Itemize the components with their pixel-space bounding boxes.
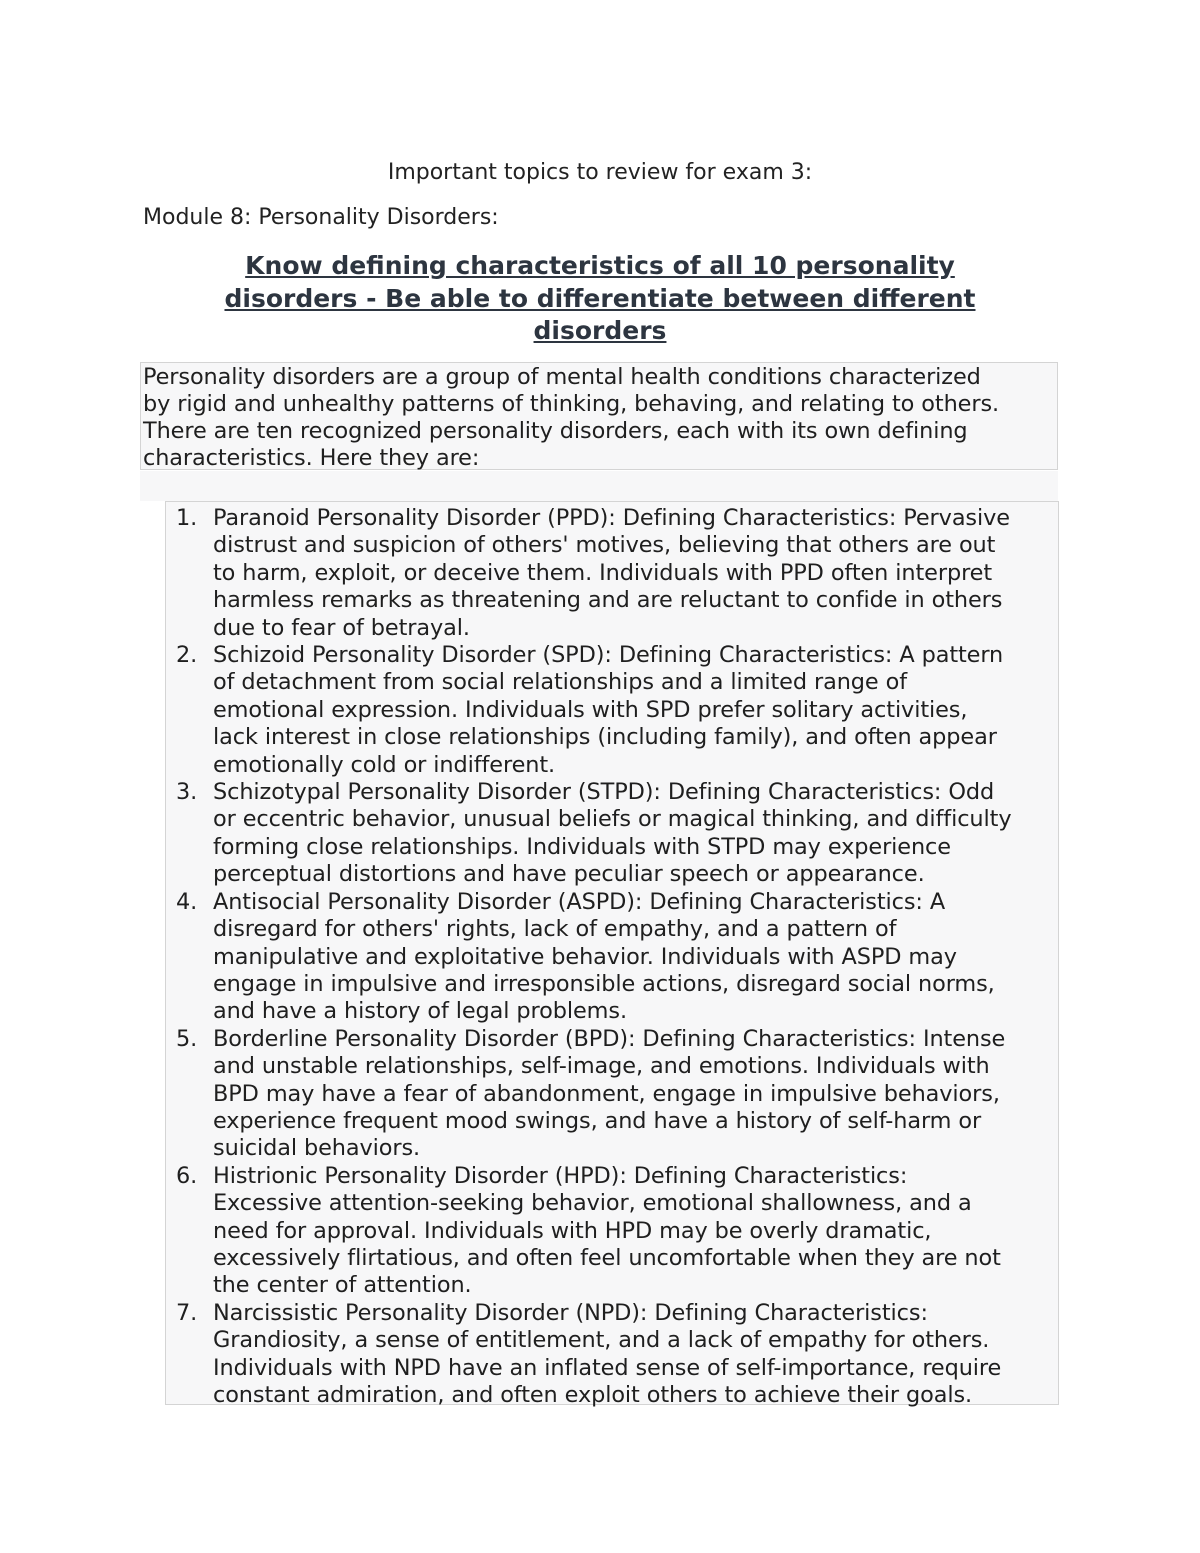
item-line: distrust and suspicion of others' motives, believing that others are out (213, 532, 996, 559)
item-line: manipulative and exploitative behavior. Individuals with ASPD may (213, 943, 957, 970)
item-line: BPD may have a fear of abandonment, engage in impulsive behaviors, (213, 1080, 1000, 1107)
item-line: engage in impulsive and irresponsible actions, disregard social norms, (213, 970, 995, 997)
item-line: lack interest in close relationships (including family), and often appear (213, 724, 997, 751)
disorder-list (166, 505, 1058, 1409)
intro-line: Personality disorders are a group of mental health conditions characterized (143, 364, 981, 390)
intro-line: characteristics. Here they are: (143, 445, 480, 471)
document-title: Important topics to review for exam 3: (387, 160, 813, 185)
block-spacer (140, 471, 1058, 501)
item-line: Excessive attention-seeking behavior, emotional shallowness, and a (213, 1190, 972, 1217)
item-line: experience frequent mood swings, and have a history of self-harm or (213, 1107, 982, 1134)
item-line: constant admiration, and often exploit others to achieve their goals. (213, 1382, 973, 1408)
list-item (166, 1026, 1058, 1163)
list-item (166, 1300, 1058, 1410)
list-number: 3. (176, 779, 198, 806)
list-item (166, 642, 1058, 779)
list-number: 2. (176, 642, 198, 669)
list-item (166, 1163, 1058, 1300)
task-heading-line: disorders (533, 316, 667, 345)
item-line: Individuals with NPD have an inflated sense of self-importance, require (213, 1354, 1002, 1381)
item-line: the center of attention. (213, 1272, 472, 1299)
module-heading: Module 8: Personality Disorders: (143, 205, 499, 230)
item-line: harmless remarks as threatening and are reluctant to confide in others (213, 587, 1003, 614)
item-line: and have a history of legal problems. (213, 998, 627, 1025)
item-line: suicidal behaviors. (213, 1135, 421, 1162)
item-line: emotionally cold or indifferent. (213, 751, 556, 778)
task-heading-line: Know defining characteristics of all 10 personality (245, 251, 955, 280)
disorder-list-box (165, 501, 1059, 1408)
item-line: to harm, exploit, or deceive them. Individuals with PPD often interpret (213, 559, 993, 586)
list-item (166, 779, 1058, 889)
list-item (166, 505, 1058, 642)
list-number: 5. (176, 1025, 198, 1052)
list-number: 7. (176, 1299, 198, 1326)
item-line: forming close relationships. Individuals with STPD may experience (213, 833, 951, 860)
item-line: emotional expression. Individuals with SPD prefer solitary activities, (213, 696, 968, 723)
item-line: disregard for others' rights, lack of empathy, and a pattern of (213, 916, 897, 943)
item-line: due to fear of betrayal. (213, 614, 470, 641)
item-line: Schizotypal Personality Disorder (STPD): Defining Characteristics: Odd (213, 779, 995, 806)
item-line: Antisocial Personality Disorder (ASPD): Defining Characteristics: A (213, 888, 946, 915)
item-line: need for approval. Individuals with HPD may be overly dramatic, (213, 1217, 932, 1244)
list-item (166, 889, 1058, 1026)
item-line: of detachment from social relationships and a limited range of (213, 669, 907, 696)
item-line: Schizoid Personality Disorder (SPD): Defining Characteristics: A pattern (213, 642, 1004, 669)
item-line: excessively flirtatious, and often feel uncomfortable when they are not (213, 1244, 1001, 1271)
task-heading-line: disorders - Be able to differentiate between different (224, 283, 976, 313)
item-line: and unstable relationships, self-image, and emotions. Individuals with (213, 1053, 990, 1080)
item-line: Paranoid Personality Disorder (PPD): Defining Characteristics: Pervasive (213, 505, 1010, 531)
item-line: Histrionic Personality Disorder (HPD): Defining Characteristics: (213, 1162, 908, 1189)
list-number: 1. (176, 505, 198, 531)
item-line: or eccentric behavior, unusual beliefs or magical thinking, and difficulty (213, 806, 1012, 833)
list-number: 6. (176, 1162, 198, 1189)
intro-line: by rigid and unhealthy patterns of thinking, behaving, and relating to others. (143, 391, 1000, 417)
intro-paragraph (140, 362, 1058, 470)
item-line: Borderline Personality Disorder (BPD): Defining Characteristics: Intense (213, 1025, 1006, 1052)
intro-line: There are ten recognized personality disorders, each with its own defining (143, 418, 968, 444)
item-line: perceptual distortions and have peculiar speech or appearance. (213, 861, 925, 888)
item-line: Narcissistic Personality Disorder (NPD): Defining Characteristics: (213, 1299, 928, 1326)
task-heading (170, 250, 1030, 348)
list-number: 4. (176, 888, 198, 915)
item-line: Grandiosity, a sense of entitlement, and a lack of empathy for others. (213, 1327, 990, 1354)
